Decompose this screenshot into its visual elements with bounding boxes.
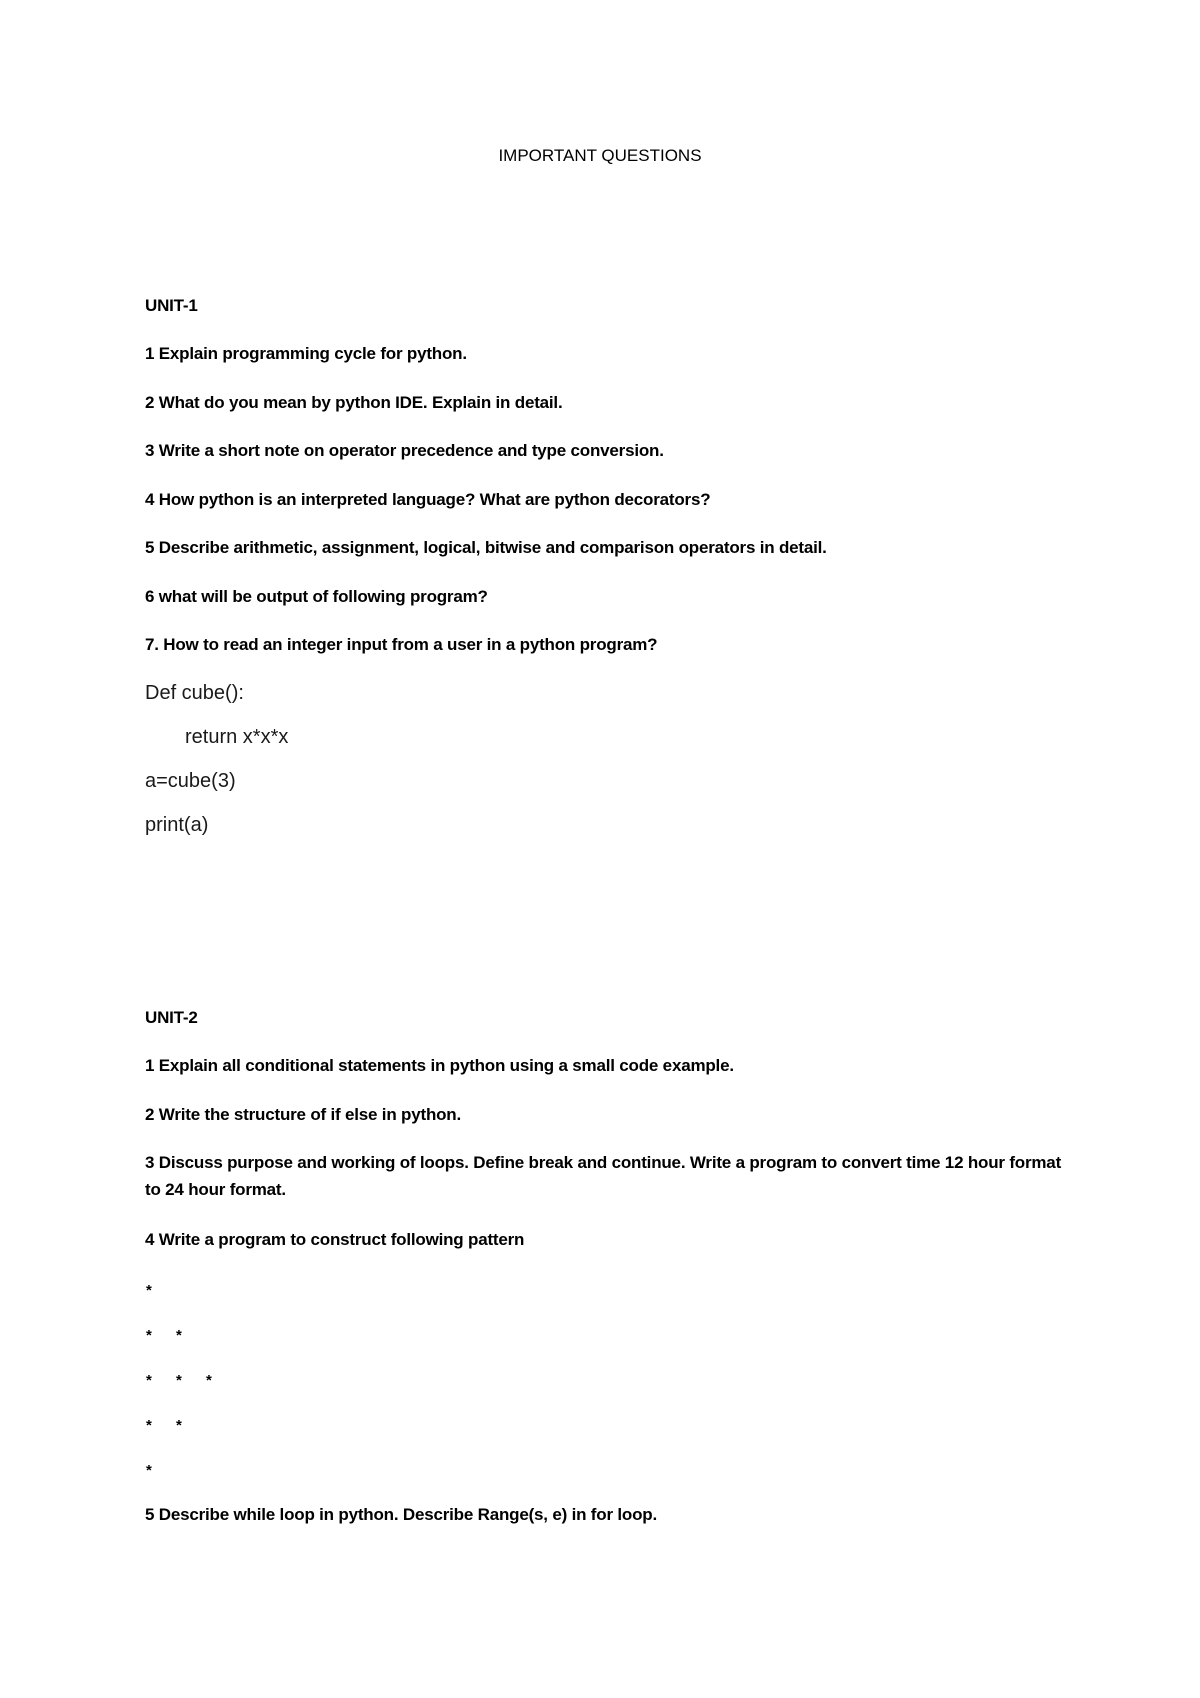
pattern-star: * [176,1372,182,1389]
code-line-2: return x*x*x [185,726,289,748]
unit-1-question-2: 2 What do you mean by python IDE. Explain in detail. [145,393,563,412]
pattern-star: * [206,1372,212,1389]
unit-1-question-3: 3 Write a short note on operator precedence and type conversion. [145,441,664,460]
unit-2-question-1: 1 Explain all conditional statements in python using a small code example. [145,1056,734,1075]
pattern-star: * [146,1282,152,1299]
document-title: IMPORTANT QUESTIONS [498,146,702,165]
unit-1-question-5: 5 Describe arithmetic, assignment, logical, bitwise and comparison operators in detail. [145,538,827,557]
code-line-3: a=cube(3) [145,770,236,792]
unit-1-heading: UNIT-1 [145,296,198,315]
unit-2-question-5: 5 Describe while loop in python. Describe Range(s, e) in for loop. [145,1505,657,1524]
unit-2-question-3: 3 Discuss purpose and working of loops. Define break and continue. Write a program to convert time 12 hour format to 24 hour format. [145,1153,1062,1199]
code-line-4: print(a) [145,814,209,836]
unit-1-question-1: 1 Explain programming cycle for python. [145,344,467,363]
pattern-star: * [146,1372,152,1389]
pattern-star: * [146,1417,152,1434]
unit-2-question-4: 4 Write a program to construct following pattern [145,1230,525,1249]
pattern-star: * [176,1327,182,1344]
pattern-star: * [146,1462,152,1479]
unit-2-question-2: 2 Write the structure of if else in python. [145,1105,462,1124]
pattern-star: * [176,1417,182,1434]
unit-1-question-7: 7. How to read an integer input from a user in a python program? [145,635,658,654]
code-line-1: Def cube(): [145,682,244,704]
unit-1-question-6: 6 what will be output of following program? [145,587,488,606]
unit-1-question-4: 4 How python is an interpreted language? What are python decorators? [145,490,711,509]
unit-2-heading: UNIT-2 [145,1008,198,1027]
pattern-star: * [146,1327,152,1344]
